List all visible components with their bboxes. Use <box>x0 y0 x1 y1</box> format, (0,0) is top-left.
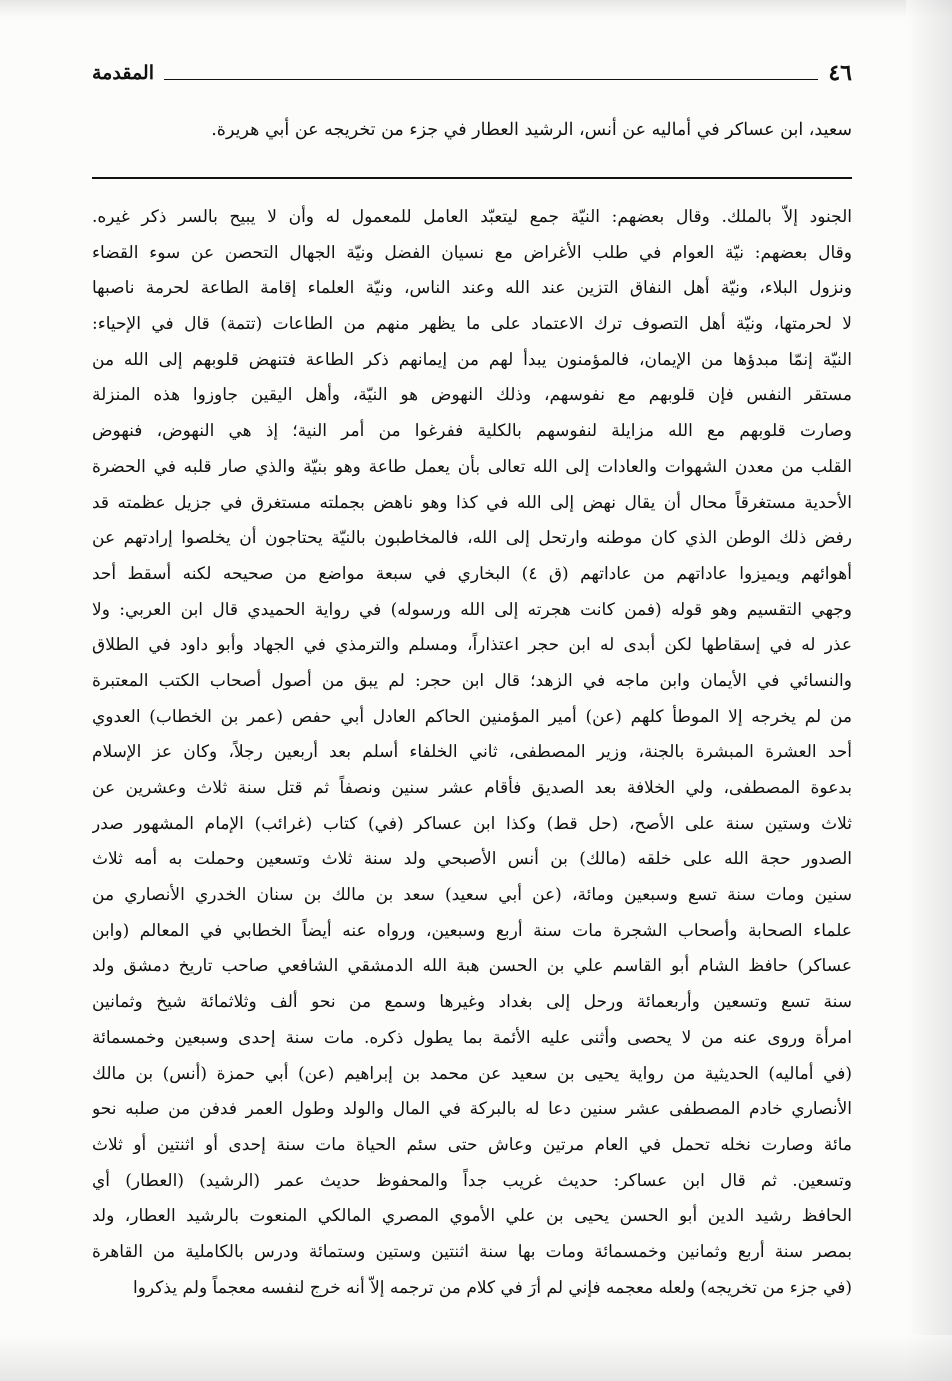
body-line: القلب من معدن الشهوات والعادات إلى الله تعالى بأن يعمل طاعة وهو بنيّة والذي صار قلبه في الحضرة <box>92 456 852 477</box>
body-line: بدعوة المصطفى، ولي الخلافة بعد الصديق فأقام عشر سنين ونصفاً ثم قتل سنة ثلاث وعشرين عن <box>92 778 852 798</box>
body-line: الحافظ رشيد الدين أبو الحسن يحيى بن علي الأموي المصري المالكي المنعوت بالرشيد العطار، ولد <box>92 1206 852 1227</box>
scan-shadow-top <box>0 0 952 18</box>
continued-text-block: سعيد، ابن عساكر في أماليه عن أنس، الرشيد العطار في جزء من تخريجه عن أبي هريرة. <box>211 120 852 140</box>
header-rule <box>164 79 818 80</box>
body-line: وتسعين. ثم قال ابن عساكر: حديث غريب جداً والمحفوظ حديث عمر (الرشيد) (العطار) أي <box>92 1170 852 1191</box>
body-line: رفض ذلك الوطن الذي كان موطنه وارتحل إلى الله، فالمخاطبون بالنيّة يحتاجون أن يخلصوا إرادتهم عن <box>92 528 852 549</box>
commentary-body <box>92 200 852 1306</box>
body-line: عذر له في إسقاطها لكن أبدى له ابن حجر اعتذاراً، ومسلم والترمذي في الجهاد وأبو داود في الطلاق <box>92 635 852 656</box>
body-line: سنة تسع وتسعين وأربعمائة ورحل إلى بغداد وغيرها وسمع من نحو ألف وثلاثمائة شيخ وثمانين <box>92 992 852 1013</box>
body-line: الجنود إلاّ بالملك. وقال بعضهم: النيّة جمع ليتعبّد العامل للمعمول له وأن لا يبيح بالسر ذكر غيره. <box>92 207 852 227</box>
body-line: النيّة إنمّا مبدؤها من الإيمان، فالمؤمنون يبدأ لهم من إيمانهم ذكر الطاعة فتنهض قلوبهم إلى الله من <box>92 349 852 370</box>
body-line: امرأة وروى عنه من لا يحصى وأثنى عليه الأئمة بما يطول ذكره. مات سنة إحدى وسبعين وخمسمائة <box>92 1027 852 1048</box>
body-line: سنين ومات سنة تسع وسبعين ومائة، (عن أبي سعيد) سعد بن مالك بن سنان الخدري الأنصاري من <box>92 885 852 906</box>
body-line: عساكر) حافظ الشام أبو القاسم علي بن الحسن هبة الله الدمشقي الشافعي صاحب تاريخ دمشق ولد <box>92 956 852 977</box>
body-line: ثلاث وستين سنة على الأصح، (حل قط) وكذا ابن عساكر (في) كتاب (غرائب) الإمام المشهور صدر <box>92 813 852 834</box>
body-line: مستقر النفس فإن قلوبهم مع نفوسهم، وذلك النهوض هو النيّة، وأهل اليقين جاوزوا هذه المنزلة <box>92 385 852 406</box>
separator-rule <box>92 177 852 179</box>
body-line: والنسائي في الأيمان وابن ماجه في الزهد؛ قال ابن حجر: لم يبق من أصول أصحاب الكتب المعتبرة <box>92 670 852 691</box>
running-header <box>92 56 852 86</box>
body-line: (في جزء من تخريجه) ولعله معجمه فإني لم أرَ في كلام من ترجمه إلاّ أنه خرج لنفسه معجماً ولم يذكروا <box>132 1277 852 1298</box>
page-number: ٤٦ <box>828 60 852 86</box>
scan-shadow-right <box>906 0 952 1381</box>
scan-shadow-bottom <box>0 1335 952 1381</box>
body-line: وجهي التقسيم وهو قوله (فمن كانت هجرته إلى الله ورسوله) في رواية الحميدي قال ابن العربي: ولا <box>92 599 852 620</box>
body-line: الأحدية مستغرقاً محال أن يقال نهض إلى الله في كذا وهو ناهض بجملته مستغرق في جزيل عظمته قد <box>92 492 852 513</box>
body-line: وصارت قلوبهم مع الله مزايلة لنفوسهم بالكلية ففرغوا من أمر النية؛ إذ هي النهوض، فنهوض <box>92 421 852 442</box>
body-line: وقال بعضهم: نيّة العوام في طلب الأغراض مع نسيان الفضل ونيّة الجهال التحصن عن سوء القضاء <box>92 242 852 263</box>
body-line: ونزول البلاء، ونيّة أهل النفاق التزين عند الله وعند الناس، ونيّة العلماء إقامة الطاعة لحرمة ناصبها <box>92 278 852 299</box>
body-line: بمصر سنة أربع وثمانين وخمسمائة ومات بها سنة اثنتين وستين وستمائة ودرس بالكاملية من القاهرة <box>92 1241 852 1262</box>
body-line: علماء الصحابة وأصحاب الشجرة مات سنة أربع وسبعين، ورواه عنه أيضاً الخطابي في المعالم (وابن <box>92 920 852 941</box>
body-line: مائة وصارت نخله تحمل في العام مرتين وعاش حتى سئم الحياة مات سنة إحدى أو اثنتين أو ثلاث <box>92 1134 852 1155</box>
body-line: الصدور حجة الله على خلقه (مالك) بن أنس الأصبحي ولد سنة ثلاث وتسعين وحملت به أمه ثلاث <box>92 849 852 870</box>
chapter-title: المقدمة <box>92 62 155 84</box>
body-line: الأنصاري خادم المصطفى عشر سنين دعا له بالبركة في المال والولد وطول العمر فدفن من صلبه نحو <box>92 1099 852 1120</box>
body-line: لا لحرمتها، ونيّة أهل التصوف ترك الاعتماد على ما يظهر منهم من الطاعات (تتمة) قال في الإحياء: <box>92 314 852 335</box>
body-line: (في أماليه) الحديثية من رواية يحيى بن سعيد عن محمد بن إبراهيم (عن) أبي حمزة (أنس) بن مالك <box>92 1063 852 1084</box>
body-line: من لم يخرجه إلا الموطأ كلهم (عن) أمير المؤمنين الحاكم العادل أبي حفص (عمر بن الخطاب) العدوي <box>92 706 852 727</box>
body-line: أهوائهم ويميزوا عاداتهم من عاداتهم (ق ٤) البخاري في سبعة مواضع من صحيحه لكنه أسقط أحد <box>92 563 852 584</box>
body-line: أحد العشرة المبشرة بالجنة، وزير المصطفى، ثاني الخلفاء أسلم بعد أربعين رجلاً، وكان عز الإسلام <box>92 742 852 763</box>
